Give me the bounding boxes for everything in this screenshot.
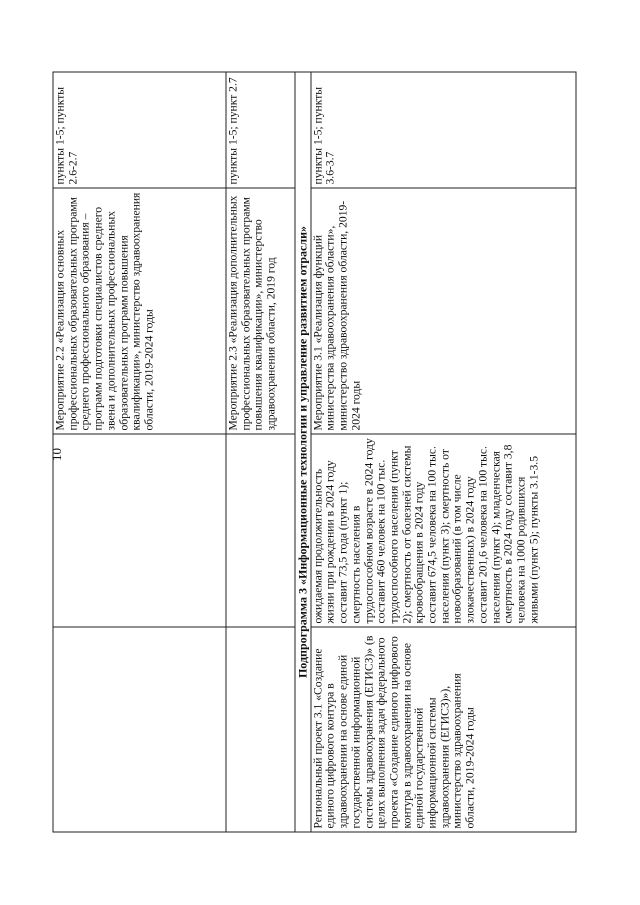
measure-cell: Мероприятие 3.1 «Реализация функций министерства здравоохранения области», министерство здравоохранения области, 2019-2024 годы [311,188,576,434]
indicators-cell: ожидаемая продолжительность жизни при рождении в 2024 году составит 73,5 года (пункт 1); смертность населения в трудоспособном возрасте в 2024 году составит 460 человек на 100 тыс. трудоспособного населения (пункт 2); смертность от болезней системы кровообращения в 2024 году составит 674,5 человека на 100 тыс. населения (пункт 3); смертность от новообразований (в том числе злокачественных) в 2024 году составит 201,6 человека на 100 тыс. населения (пункт 4); младенческая смертность в 2024 году составит 3,8 человека на 1000 родившихся живыми (пункт 5); пункты 3.1-3.5 [311,434,576,627]
measure-cell: Мероприятие 2.3 «Реализация дополнительных профессиональных образовательных программ повышения квалификации», министерство здравоохранения области, 2019 год [226,188,295,434]
project-cell [53,627,226,832]
page-number: 10 [49,448,64,461]
measure-cell: Мероприятие 2.2 «Реализация основных профессиональных образовательных программ среднего профессионального образования – программ подготовки специалистов среднего звена и дополнительных профессиональных образовательных программ повышения квалификации», министерство здравоохранения области, 2019-2024 годы [53,188,226,434]
table-row [311,72,576,832]
program-table [53,71,577,832]
rotated-page-content [53,72,588,832]
table-row [53,72,226,832]
indicators-cell [226,434,295,627]
subprogram-title: Подпрограмма 3 «Информационные технологии и управление развитием отрасли» [295,72,311,832]
project-cell [226,627,295,832]
points-cell: пункты 1-5; пункты 2.6-2.7 [53,72,226,188]
points-cell: пункты 1-5; пункт 2.7 [226,72,295,188]
points-cell: пункты 1-5; пункты 3.6-3.7 [311,72,576,188]
table-row [226,72,295,832]
section-header-row [295,72,311,832]
project-cell: Региональный проект 3.1 «Создание единого цифрового контура в здравоохранении на основе единой государственной информационной системы здравоохранения (ЕГИСЗ)» (в целях выполнения задач федерального проекта «Создание единого цифрового контура в здравоохранении на основе единой государственной информационной системы здравоохранения (ЕГИСЗ)»), министерство здравоохранения области, 2019-2024 годы [311,627,576,832]
indicators-cell [53,434,226,627]
